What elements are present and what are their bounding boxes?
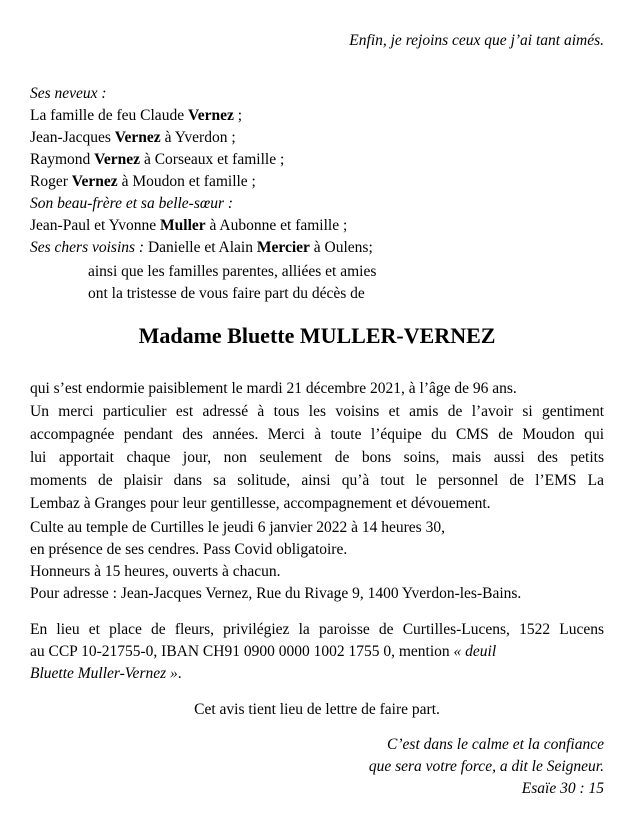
text-line: que sera votre force, a dit le Seigneur. bbox=[368, 758, 604, 775]
text-line: Lembaz à Granges pour leur gentillesse, accompagnement et dévouement. bbox=[30, 495, 491, 512]
text-line: Raymond Vernez à Corseaux et famille ; bbox=[30, 151, 285, 168]
text-line: Ses neveux : bbox=[30, 85, 107, 102]
text-line: Honneurs à 15 heures, ouverts à chacun. bbox=[30, 563, 281, 580]
text-line: Jean-Paul et Yvonne Muller à Aubonne et famille ; bbox=[30, 217, 348, 234]
announcement-intro bbox=[30, 261, 604, 305]
text-line: La famille de feu Claude Vernez ; bbox=[30, 107, 243, 124]
text-line: En lieu et place de fleurs, privilégiez la paroisse de Curtilles-Lucens, 1522 Lucens bbox=[30, 621, 604, 638]
text-line: moments de plaisir dans sa solitude, ainsi qu’à tout le personnel de l’EMS La bbox=[30, 472, 604, 489]
text-line: Son beau-frère et sa belle-sœur : bbox=[30, 195, 234, 212]
text-line: Jean-Jacques Vernez à Yverdon ; bbox=[30, 129, 236, 146]
text-line: accompagnée pendant des années. Merci à toute l’équipe du CMS de Moudon qui bbox=[30, 426, 604, 443]
ceremony-details bbox=[30, 517, 604, 605]
text-line: au CCP 10-21755-0, IBAN CH91 0900 0000 1002 1755 0, mention « deuil bbox=[30, 643, 497, 660]
text-line: ainsi que les familles parentes, alliées et amies bbox=[88, 263, 377, 280]
text-line: qui s’est endormie paisiblement le mardi 21 décembre 2021, à l’âge de 96 ans. bbox=[30, 380, 517, 397]
donation-paragraph bbox=[30, 619, 604, 685]
family-list bbox=[30, 83, 604, 259]
text-line: ont la tristesse de vous faire part du décès de bbox=[88, 285, 365, 302]
text-line: C’est dans le calme et la confiance bbox=[387, 736, 604, 753]
deceased-name-title: Madame Bluette MULLER-VERNEZ bbox=[138, 323, 496, 348]
epigraph: Enfin, je rejoins ceux que j’ai tant aimés. bbox=[349, 32, 604, 49]
text-line: en présence de ses cendres. Pass Covid obligatoire. bbox=[30, 541, 348, 558]
scripture-quote bbox=[30, 734, 604, 800]
text-line: Roger Vernez à Moudon et famille ; bbox=[30, 173, 256, 190]
text-line: Ses chers voisins : Danielle et Alain Mercier à Oulens; bbox=[30, 239, 373, 256]
text-line: Un merci particulier est adressé à tous les voisins et amis de l’avoir si gentiment bbox=[30, 403, 604, 420]
closing-notice: Cet avis tient lieu de lettre de faire part. bbox=[194, 701, 440, 718]
text-line: Pour adresse : Jean-Jacques Vernez, Rue du Rivage 9, 1400 Yverdon-les-Bains. bbox=[30, 585, 522, 602]
obituary-paragraph bbox=[30, 377, 604, 515]
text-line: Bluette Muller-Vernez ». bbox=[30, 665, 182, 682]
text-line: Esaïe 30 : 15 bbox=[521, 780, 604, 797]
text-line: lui apportait chaque jour, non seulement de bons soins, mais aussi des petits bbox=[30, 449, 604, 466]
text-line: Culte au temple de Curtilles le jeudi 6 janvier 2022 à 14 heures 30, bbox=[30, 519, 445, 536]
